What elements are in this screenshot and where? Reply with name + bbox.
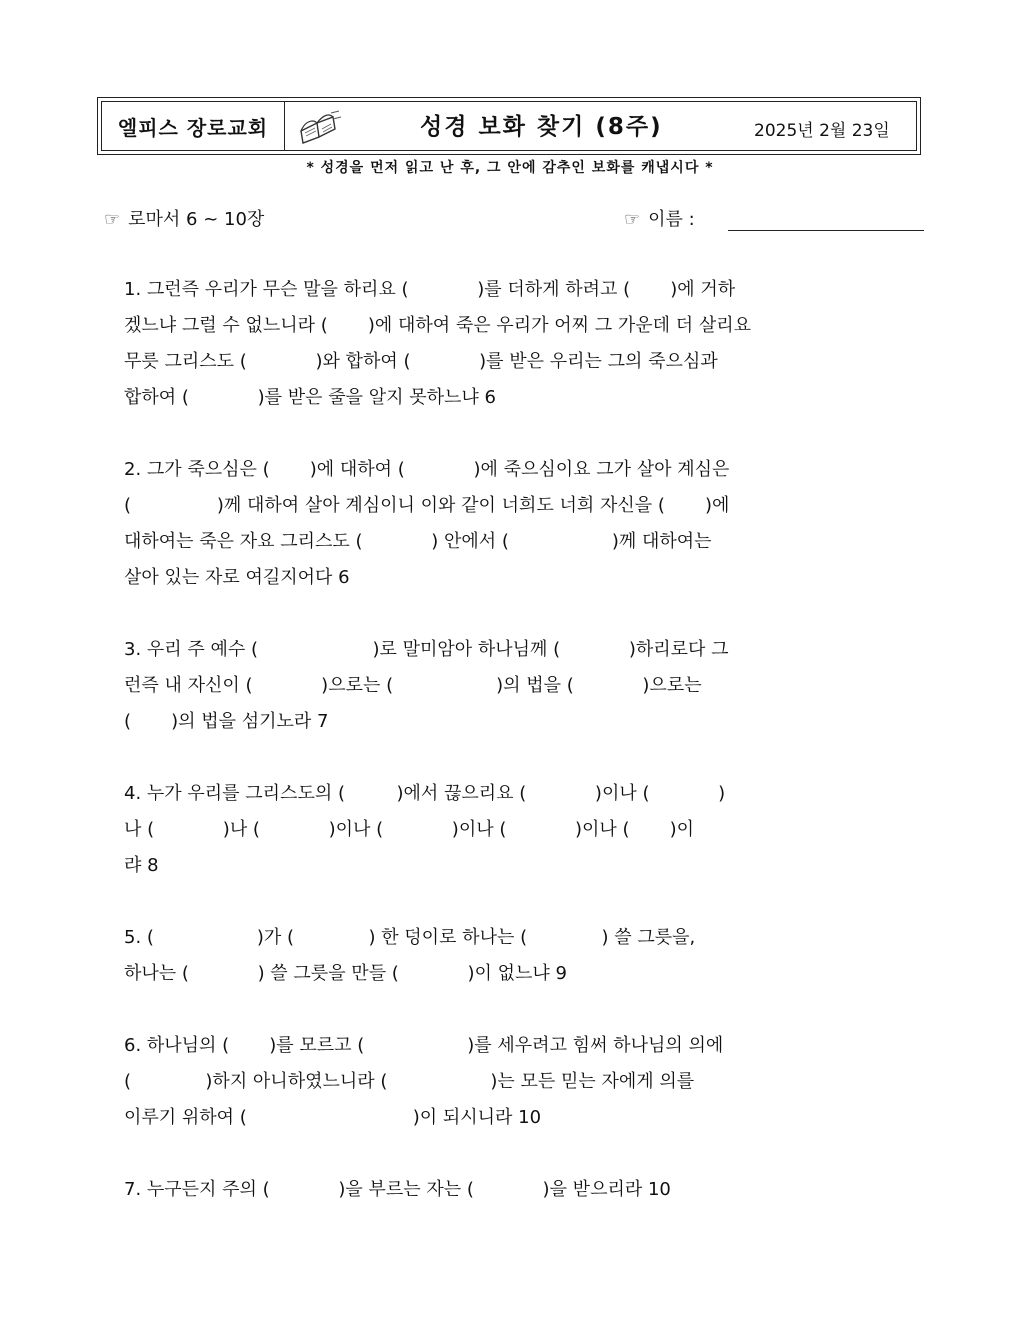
question-line: 랴 8 bbox=[124, 855, 159, 876]
question-line: 이루기 위하여 ( )이 되시니라 10 bbox=[124, 1107, 542, 1128]
pointing-hand-icon: ☞ bbox=[104, 209, 121, 230]
book-range-label: 로마서 6 ~ 10장 bbox=[128, 209, 265, 230]
worksheet-header bbox=[97, 97, 921, 155]
name-label: 이름 : bbox=[648, 209, 695, 230]
question-line: 나 ( )나 ( )이나 ( )이나 ( )이나 ( )이 bbox=[124, 819, 695, 840]
instruction-text: * 성경을 먼저 읽고 난 후, 그 안에 감추인 보화를 캐냅시다 * bbox=[306, 160, 714, 176]
question-line: 3. 우리 주 예수 ( )로 말미암아 하나님께 ( )하리로다 그 bbox=[124, 639, 729, 660]
church-name: 엘피스 장로교회 bbox=[102, 102, 285, 150]
question-line: ( )하지 아니하였느니라 ( )는 모든 믿는 자에게 의를 bbox=[124, 1071, 695, 1092]
question-line: 무릇 그리스도 ( )와 합하여 ( )를 받은 우리는 그의 죽으심과 bbox=[124, 351, 718, 372]
question-line: ( )께 대하여 살아 계심이니 이와 같이 너희도 너희 자신을 ( )에 bbox=[124, 495, 730, 516]
question-line: 1. 그런즉 우리가 무슨 말을 하리요 ( )를 더하게 하려고 ( )에 거하 bbox=[124, 279, 736, 300]
question-line: 대하여는 죽은 자요 그리스도 ( ) 안에서 ( )께 대하여는 bbox=[124, 531, 712, 552]
question-line: 합하여 ( )를 받은 줄을 알지 못하느냐 6 bbox=[124, 387, 496, 408]
question-6 bbox=[124, 1028, 906, 1136]
page-title: 성경 보화 찾기 (8주) bbox=[420, 114, 663, 140]
question-5 bbox=[124, 920, 906, 992]
question-4 bbox=[124, 776, 906, 884]
name-blank-line[interactable] bbox=[728, 230, 924, 231]
question-line: 6. 하나님의 ( )를 모르고 ( )를 세우려고 힘써 하나님의 의에 bbox=[124, 1035, 724, 1056]
book-range bbox=[104, 205, 264, 231]
question-2 bbox=[124, 452, 906, 596]
question-line: 하나는 ( ) 쓸 그릇을 만들 ( )이 없느냐 9 bbox=[124, 963, 567, 984]
question-line: 4. 누가 우리를 그리스도의 ( )에서 끊으리요 ( )이나 ( ) bbox=[124, 783, 726, 804]
question-3 bbox=[124, 632, 906, 740]
name-field bbox=[624, 205, 695, 231]
bible-book-icon bbox=[295, 109, 343, 145]
question-7 bbox=[124, 1172, 906, 1208]
question-line: 2. 그가 죽으심은 ( )에 대하여 ( )에 죽으심이요 그가 살아 계심은 bbox=[124, 459, 730, 480]
worksheet-date: 2025년 2월 23일 bbox=[754, 121, 890, 141]
question-line: 7. 누구든지 주의 ( )을 부르는 자는 ( )을 받으리라 10 bbox=[124, 1179, 671, 1200]
question-line: ( )의 법을 섬기노라 7 bbox=[124, 711, 329, 732]
question-1 bbox=[124, 272, 906, 416]
question-line: 겠느냐 그럴 수 없느니라 ( )에 대하여 죽은 우리가 어찌 그 가운데 더 살리요 bbox=[124, 315, 752, 336]
question-line: 5. ( )가 ( ) 한 덩이로 하나는 ( ) 쓸 그릇을, bbox=[124, 927, 696, 948]
pointing-hand-icon: ☞ bbox=[624, 209, 641, 230]
question-line: 런즉 내 자신이 ( )으로는 ( )의 법을 ( )으로는 bbox=[124, 675, 702, 696]
question-line: 살아 있는 자로 여길지어다 6 bbox=[124, 567, 350, 588]
header-inner-frame bbox=[101, 101, 917, 151]
